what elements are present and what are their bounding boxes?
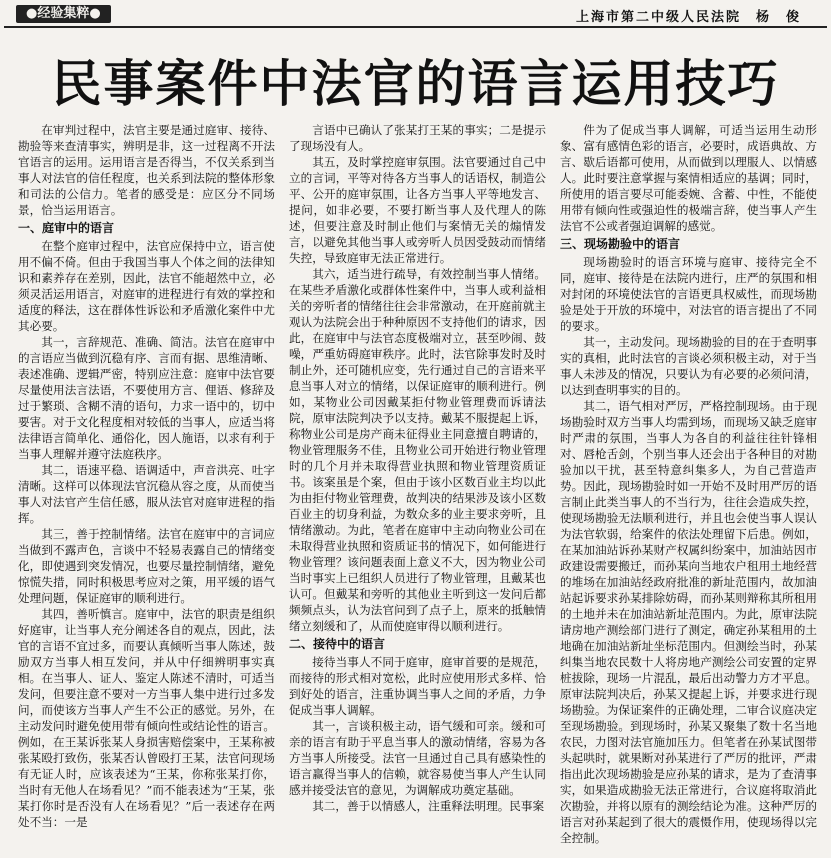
paragraph: 言语中已确认了张某打王某的事实；二是提示了现场没有人。 — [289, 123, 546, 153]
paragraph: 件为了促成当事人调解，可适当运用生动形象、富有感情色彩的语言，必要时，成语典故、方言、歇后语都可使用，从而做到以理服人、以情感人。此时要注意掌握与案情相适应的基调；同时，所使用的语言要尽可能委婉、含蓄、中性，不能使用带有倾向性或强迫性的极端言辞，使当事人产生法官不公或者强迫调解的感觉。 — [560, 123, 817, 233]
paragraph: 其六，适当进行疏导，有效控制当事人情绪。在某些矛盾激化或群体性案件中，当事人或利益相关的旁听者的情绪往往会非常激动，在开庭前就主观认为法院会出于种种原因不支持他们的请求，因此，在庭审中与法官态度极端对立，甚至吵闹、鼓噪，严重妨碍庭审秩序。此时，法官除事发时及时制止外，还可随机应变，先行通过自己的言语来平息当事人对立的情绪，以保证庭审的顺利进行。例如，某物业公司因戴某拒付物业管理费而诉请法院，原审法院判决予以支持。戴某不服提起上诉，称物业公司是房产商未征得业主同意擅自聘请的，物业管理服务不佳，且物业公司开始进行物业管理时的几个月并未取得营业执照和物业管理资质证书。该案虽是个案，但由于该小区数百业主均以此为由拒付物业管理费，故判决的结果涉及该小区数百业主的切身利益，为数众多的业主要求旁听，且情绪激动。为此，笔者在庭审中主动向物业公司在未取得营业执照和资质证书的情况下，如何能进行物业管理？该问题表面上意义不大，因为物业公司当时事实上已组织人员进行了物业管理，且戴某也认可。但戴某和旁听的其他业主听到这一发问后都频频点头，认为法官问到了点子上，原来的抵触情绪立刻缓和了，从而使庭审得以顺利进行。 — [289, 267, 546, 633]
paragraph: 其四，善听慎言。庭审中，法官的职责是组织好庭审，让当事人充分阐述各自的观点，因此，法官的言语不宜过多，而要认真倾听当事人陈述，鼓励双方当事人相互发问，并从中仔细辨明事实真相。在当事人、证人、鉴定人陈述不清时，可适当发问，但要注意不要对一方当事人集中进行过多发问，而使该方当事人产生不公正的感觉。另外，在主动发问时避免使用带有倾向性或结论性的语言。例如，在王某诉张某人身损害赔偿案中，王某称被张某殴打致伤，张某否认曾殴打王某，法官问现场有无证人时，应该表述为“王某，你称张某打你，当时有无他人在场看见？”而不能表述为“王某，张某打你时是否没有人在场看见？”后一表述存在两处不当：一是 — [18, 607, 275, 829]
article-body — [18, 122, 818, 850]
section-heading: 二、接待中的语言 — [289, 637, 386, 651]
paragraph: 其一，言辞规范、准确、简洁。法官在庭审中的言语应当做到沉稳有序、言而有据、思维清晰、表述准确、逻辑严密，特别应注意：庭审中法官要尽量使用法言法语，不要使用方言、俚语、修辞及过于繁琐、含糊不清的语句，力求一语中的，切中要害。对于文化程度相对较低的当事人，应适当将法律语言简单化、通俗化，因人施语，以求有利于当事人理解并遵守法庭秩序。 — [18, 335, 275, 461]
paragraph: 接待当事人不同于庭审，庭审首要的是规范，而接待的形式相对宽松，此时应使用形式多样、恰到好处的语言，注重协调当事人之间的矛盾，力争促成当事人调解。 — [289, 655, 546, 717]
column-tag: ●经验集粹● — [16, 5, 111, 23]
article-column — [18, 122, 275, 850]
byline: 上海市第二中级人民法院 杨 俊 — [575, 10, 801, 25]
paragraph: 在整个庭审过程中，法官应保持中立，语言使用不偏不倚。但由于我国当事人个体之间的法律知识和素养存在差别，因此，法官不能超然中立，必须灵活运用语言，对庭审的进程进行有效的掌控和适度的释法，这在群体性诉讼和矛盾激化案件中尤其必要。 — [18, 239, 275, 333]
paragraph: 在审判过程中，法官主要是通过庭审、接待、勘验等来查清事实，辨明是非，这一过程离不开法官语言的运用。运用语言是否得当，不仅关系到当事人对法官的信任程度，也关系到法院的整体形象和司法的公信力。笔者的感受是：应区分不同场景，恰当运用语言。 — [18, 123, 275, 217]
paragraph: 其二，语速平稳、语调适中，声音洪亮、吐字清晰。这样可以体现法官沉稳从容之度，从而使当事人对法官产生信任感，服从法官对庭审进程的指挥。 — [18, 463, 275, 525]
article-column — [560, 122, 817, 850]
paragraph: 其一，主动发问。现场勘验的目的在于查明事实的真相，此时法官的言谈必须积极主动，对于当事人未涉及的情况，只要认为有必要的必须问清，以达到查明事实的目的。 — [560, 335, 817, 397]
paragraph: 其三，善于控制情绪。法官在庭审中的言词应当做到不露声色，言谈中不轻易表露自己的情绪变化，即使遇到突发情况，也要尽量控制情绪，避免惊慌失措，同时积极思考应对之策，用平缓的语气处理问题，保证庭审的顺利进行。 — [18, 527, 275, 605]
paragraph: 其五，及时掌控庭审氛围。法官要通过自己中立的言词，平等对待各方当事人的话语权，制造公平、公开的庭审氛围，让各方当事人平等地发言、提问，如非必要，不要打断当事人及代理人的陈述，但要注意及时制止他们与案情无关的煽情发言，以避免其他当事人或旁听人员因受鼓动而情绪失控，导致庭审无法正常进行。 — [289, 155, 546, 265]
paragraph: 现场勘验时的语言环境与庭审、接待完全不同，庭审、接待是在法院内进行，庄严的氛围和相对封闭的环境使法官的言语更具权威性，而现场勘验是处于开放的环境中，对法官的语言提出了不同的要求。 — [560, 255, 817, 333]
section-heading: 一、庭审中的语言 — [18, 221, 115, 235]
paragraph: 其二，善于以情感人，注重释法明理。民事案 — [312, 799, 545, 813]
article-headline: 民事案件中法官的语言运用技巧 — [51, 55, 780, 113]
article-column — [289, 122, 546, 850]
section-heading: 三、现场勘验中的语言 — [560, 237, 681, 251]
header-bar — [4, 4, 827, 28]
paragraph: 其一，言谈积极主动，语气缓和可亲。缓和可亲的语言有助于平息当事人的激动情绪，容易为各方当事人所接受。法官一旦通过自己具有感染性的语言赢得当事人的信赖，就容易使当事人产生认同感并接受法官的意见，为调解成功奠定基础。 — [289, 719, 546, 797]
paragraph: 其二，语气相对严厉，严格控制现场。由于现场勘验时双方当事人均需到场，而现场又缺乏庭审时严肃的氛围，当事人为各自的利益往往针锋相对、唇枪舌剑，个别当事人还会出于各种目的对勘验加以干扰，甚至特意纠集多人，为自己营造声势。因此，现场勘验时如一开始不及时用严厉的语言制止此类当事人的不当行为，往往会造成失控，使现场勘验无法顺利进行，并且也会使当事人误认为法官软弱，给案件的依法处理留下后患。例如，在某加油站诉孙某财产权属纠纷案中，加油站因市政建设需要搬迁，而孙某向当地农户租用土地经营的堆场在加油站经政府批准的新址范围内，故加油站起诉要求孙某排除妨碍，而孙某则辩称其所租用的土地并未在加油站新址范围内。为此，原审法院请房地产测绘部门进行了测定，确定孙某租用的土地确在加油站新址坐标范围内。但测绘当时，孙某纠集当地农民数十人将房地产测绘公司安置的定界桩拔除，现场一片混乱，最后出动警力方才平息。原审法院判决后，孙某又提起上诉，并要求进行现场勘验。为保证案件的正确处理，二审合议庭决定至现场勘验。到现场时，孙某又聚集了数十名当地农民，力图对法官施加压力。但笔者在孙某试图带头起哄时，就果断对孙某进行了严厉的批评，严肃指出此次现场勘验是应孙某的请求，是为了查清事实，如果造成勘验无法正常进行，合议庭将取消此次勘验，并将以原有的测绘结论为准。这种严厉的语言对孙某起到了很大的震慑作用，使现场得以完全控制。 — [560, 399, 817, 845]
